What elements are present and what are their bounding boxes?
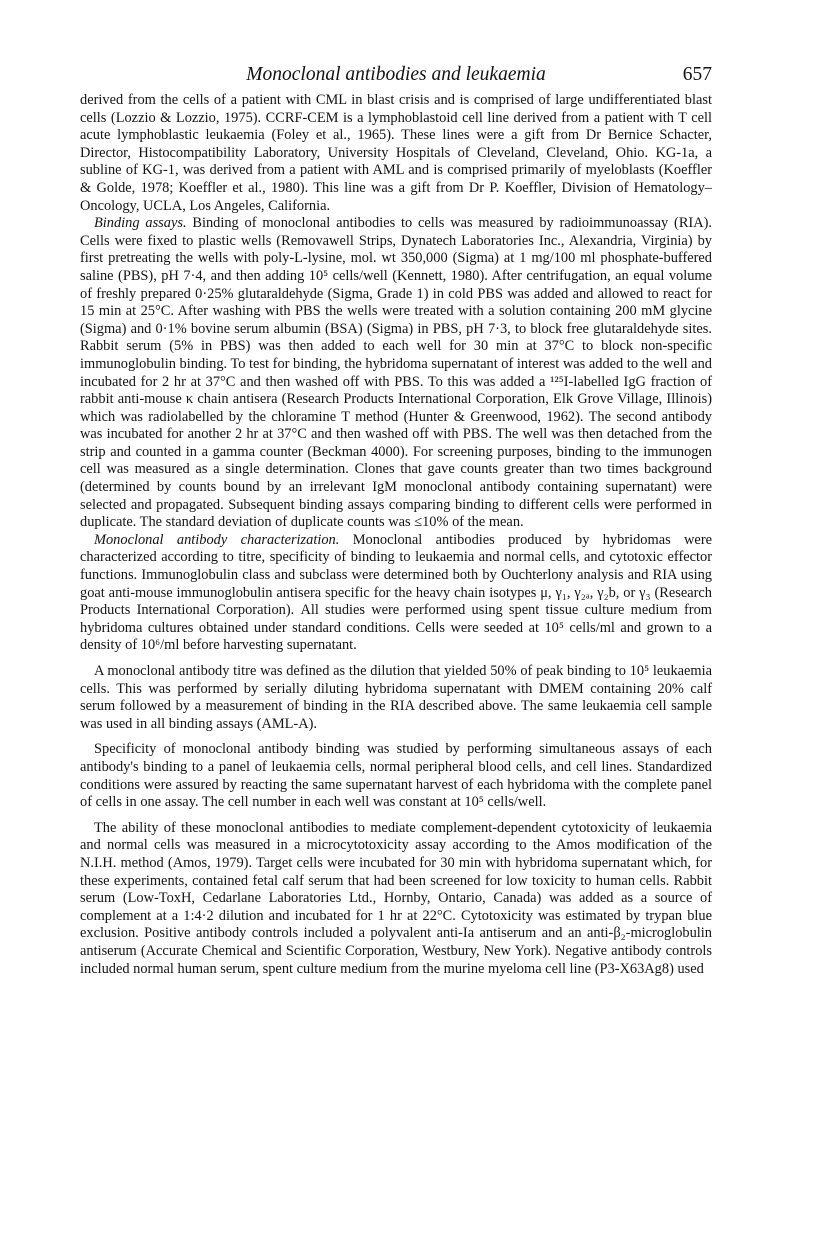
paragraph-specificity bbox=[80, 741, 712, 811]
paragraph-binding-assays bbox=[80, 215, 712, 532]
paragraph-text: Specificity of monoclonal antibody binding was studied by performing simultaneous assays of each antibody's binding to a panel of leukaemia cells, normal peripheral blood cells, and cell lines. Standardized conditions were assured by reacting the same supernatant harvest of each hybridoma with the complete panel of cells in one assay. The cell number in each well was constant at 10⁵ cells/well. bbox=[80, 741, 712, 811]
running-title: Monoclonal antibodies and leukaemia bbox=[246, 64, 546, 85]
paragraph-cell-lines-continued bbox=[80, 92, 712, 215]
page-number: 657 bbox=[682, 64, 712, 85]
paragraph-text: The ability of these monoclonal antibodies to mediate complement-dependent cytotoxicity of leukaemia and normal cells was measured in a microcytotoxicity assay according to the Amos modification of the N.I.H. method (Amos, 1979). Target cells were incubated for 30 min with hybridoma supernatant which, for these experiments, contained fetal calf serum that had been screened for low toxicity to human cells. Rabbit serum (Low-ToxH, Cedarlane Laboratories Ltd., Hornby, Ontario, Canada) was added as a source of complement at a 1:4·2 dilution and incubated for 1 hr at 22°C. Cytotoxicity was estimated by trypan blue exclusion. Positive antibody controls included a polyvalent anti-Ia antiserum and an anti-β₂-microglobulin antiserum (Accurate Chemical and Scientific Corporation, Westbury, New York). Negative antibody controls included normal human serum, spent culture medium from the murine myeloma cell line (P3-X63Ag8) used bbox=[80, 819, 712, 977]
journal-page bbox=[80, 62, 712, 978]
paragraph-text: derived from the cells of a patient with CML in blast crisis and is comprised of large undifferentiated blast cells (Lozzio & Lozzio, 1975). CCRF-CEM is a lymphoblastoid cell line derived from a patient with T cell acute lymphoblastic leukaemia (Foley et al., 1965). These lines were a gift from Dr Bernice Schacter, Director, Histocompatibility Laboratory, University Hospitals of Cleveland, Cleveland, Ohio. KG-1a, a subline of KG-1, was derived from a patient with AML and is comprised primarily of myeloblasts (Koeffler & Golde, 1978; Koeffler et al., 1980). This line was a gift from Dr P. Koeffler, Division of Hematology–Oncology, UCLA, Los Angeles, California. bbox=[80, 92, 712, 214]
paragraph-text: Binding of monoclonal antibodies to cells was measured by radioimmunoassay (RIA). Cells were fixed to plastic wells (Removawell Strips, Dynatech Laboratories Inc., Alexandria, Virginia) by first pretreating the wells with poly-L-lysine, mol. wt 350,000 (Sigma) at 1 mg/100 ml phosphate-buffered saline (PBS), pH 7·4, and then adding 10⁵ cells/well (Kennett, 1980). After centrifugation, an equal volume of freshly prepared 0·25% glutaraldehyde (Sigma, Grade 1) in cold PBS was added and allowed to react for 15 min at 25°C. After washing with PBS the wells were treated with a solution containing 200 mM glycine (Sigma) and 0·1% bovine serum albumin (BSA) (Sigma) in PBS, pH 7·3, to block free glutaraldehyde sites. Rabbit serum (5% in PBS) was then added to each well for 30 min at 37°C to block non-specific immunoglobulin binding. To test for binding, the hybridoma supernatant of interest was added to the well and incubated for 2 hr at 37°C and then washed off with PBS. To this was added a ¹²⁵I-labelled IgG fraction of rabbit anti-mouse κ chain antisera (Research Products International Corporation, Elk Grove Village, Illinois) which was radiolabelled by the chloramine T method (Hunter & Greenwood, 1962). The second antibody was incubated for another 2 hr at 37°C and then washed off with PBS. The well was then detached from the strip and counted in a gamma counter (Beckman 4000). For screening purposes, binding to the immunogen cell was measured as a single determination. Clones that gave counts greater than two times background (determined by counts bound by an irrelevant IgM monoclonal antibody containing supernatant) were selected and propagated. Subsequent binding assays comparing binding to different cells were performed in duplicate. The standard deviation of duplicate counts was ≤10% of the mean. bbox=[80, 215, 713, 531]
paragraph-text: A monoclonal antibody titre was defined as the dilution that yielded 50% of peak binding to 10⁵ leukaemia cells. This was performed by serially diluting hybridoma supernatant with DMEM containing 20% calf serum followed by a measurement of binding in the RIA described above. The same leukaemia cell sample was used in all binding assays (AML-A). bbox=[80, 663, 712, 732]
paragraph-titre bbox=[80, 663, 712, 733]
paragraph-text: Monoclonal antibodies produced by hybridomas were characterized according to titre, specificity of binding to leukaemia and normal cells, and cytotoxic effector functions. Immunoglobulin class and subclass were determined both by Ouchterlony analysis and RIA using goat anti-mouse immunoglobulin antisera specific for the heavy chain isotypes μ, γ₁, γ₂ₐ, γ₂b, or γ₃ (Research Products International Corporation). All studies were performed using spent tissue culture medium from hybridoma cultures obtained under standard conditions. Cells were seeded at 10⁵ cells/ml and grown to a density of 10⁶/ml before harvesting supernatant. bbox=[80, 531, 712, 654]
section-heading-binding-assays: Binding assays. bbox=[94, 215, 187, 232]
section-heading-antibody-characterization: Monoclonal antibody characterization. bbox=[94, 531, 340, 548]
paragraph-antibody-characterization bbox=[80, 532, 712, 655]
paragraph-cytotoxicity bbox=[80, 820, 712, 978]
page-header bbox=[80, 62, 712, 88]
